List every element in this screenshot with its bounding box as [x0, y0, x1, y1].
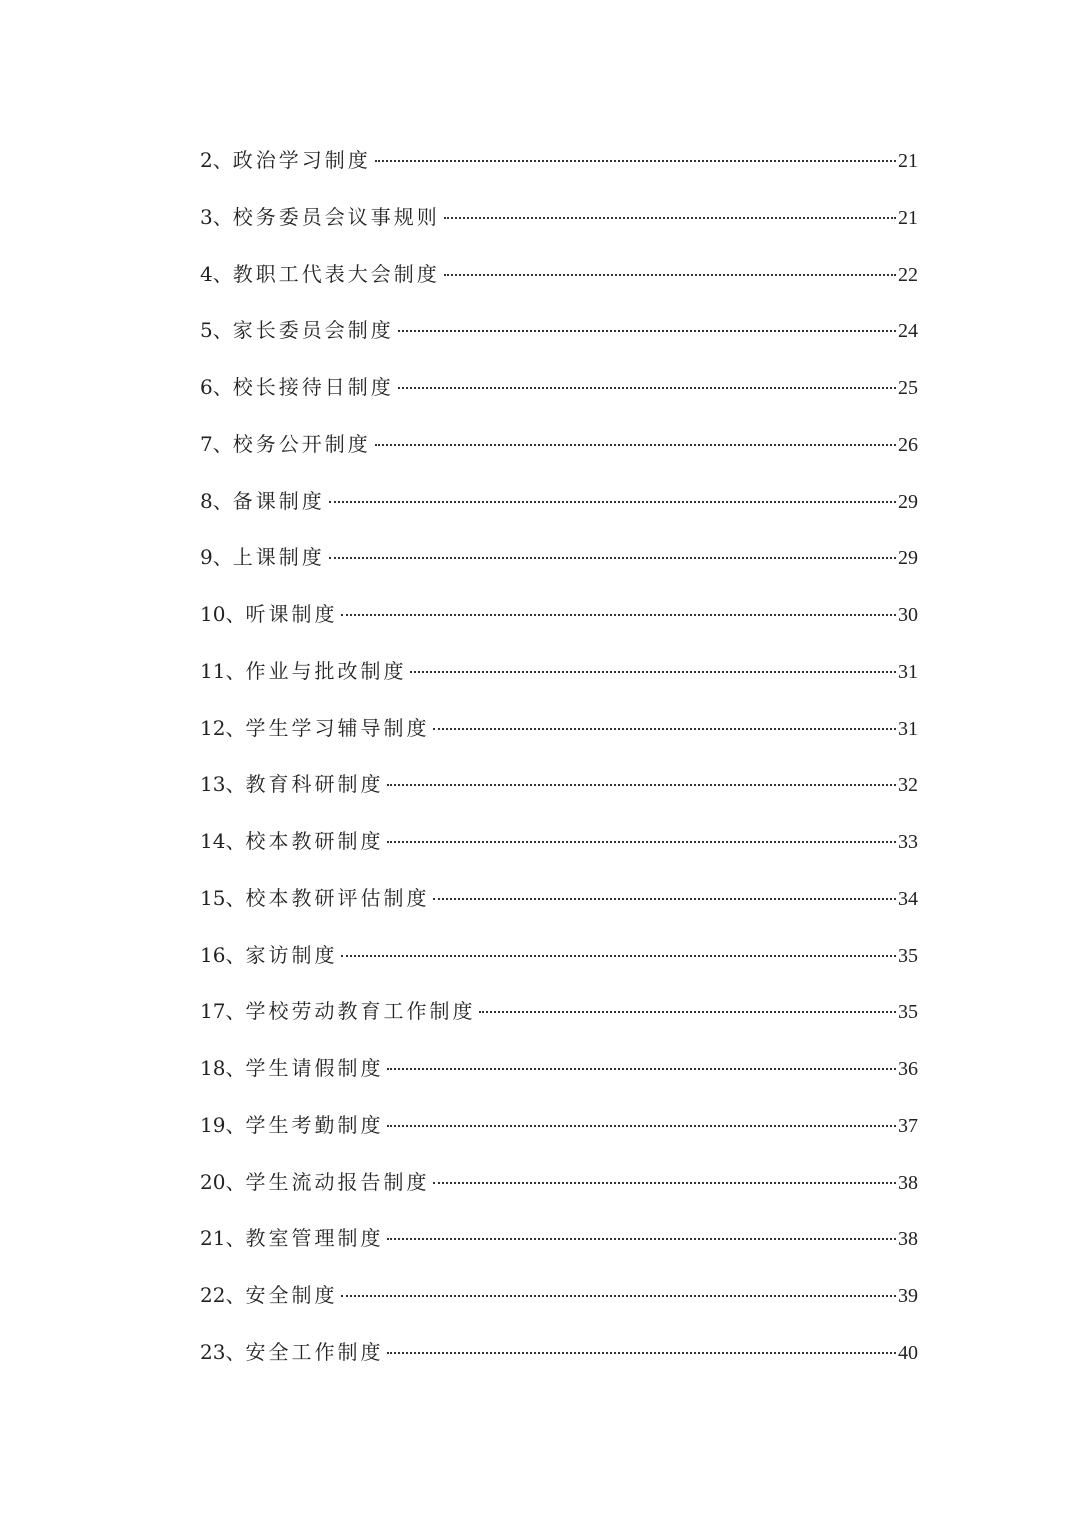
toc-entry-page: 24 — [898, 320, 918, 343]
toc-entry-number: 8、 — [200, 488, 233, 513]
toc-entry-number: 9、 — [200, 545, 233, 570]
toc-entry-number: 10、 — [200, 602, 246, 626]
toc-entry-number: 4、 — [200, 261, 233, 286]
toc-entry-title: 校本教研制度 — [245, 829, 384, 853]
toc-entry-page: 38 — [898, 1171, 918, 1194]
toc-entry[interactable] — [200, 1162, 918, 1219]
dot-leader — [387, 1351, 896, 1354]
toc-entry[interactable] — [200, 1105, 918, 1162]
toc-entry-page: 34 — [898, 887, 918, 910]
toc-entry[interactable] — [200, 594, 918, 651]
toc-entry-title: 学校劳动教育工作制度 — [245, 999, 476, 1024]
toc-entry-number: 3、 — [200, 204, 233, 229]
toc-entry-page: 22 — [898, 263, 918, 286]
dot-leader — [410, 670, 896, 673]
toc-entry[interactable] — [200, 310, 918, 367]
toc-entry-title: 学生学习辅导制度 — [245, 715, 430, 740]
toc-entry-title: 学生请假制度 — [245, 1056, 384, 1080]
dot-leader — [387, 783, 896, 786]
toc-entry-page: 35 — [898, 944, 918, 967]
toc-entry[interactable] — [200, 935, 918, 992]
toc-entry-title: 安全工作制度 — [245, 1339, 384, 1364]
toc-entry-number: 18、 — [200, 1056, 246, 1080]
toc-entry[interactable] — [200, 424, 918, 481]
toc-entry-title: 校本教研评估制度 — [245, 885, 430, 910]
toc-entry-page: 31 — [898, 717, 918, 740]
dot-leader — [398, 329, 896, 332]
toc-entry[interactable] — [200, 140, 918, 197]
toc-entry[interactable] — [200, 708, 918, 765]
toc-entry[interactable] — [200, 1275, 918, 1332]
dot-leader — [375, 443, 896, 446]
toc-entry-title: 教室管理制度 — [245, 1226, 384, 1251]
toc-entry[interactable] — [200, 1332, 918, 1389]
toc-entry-title: 安全制度 — [245, 1283, 338, 1307]
toc-entry-page: 26 — [898, 433, 918, 456]
toc-entry-number: 14、 — [200, 829, 246, 853]
dot-leader — [387, 840, 896, 843]
toc-entry-page: 35 — [898, 1001, 918, 1024]
toc-entry-title: 家长委员会制度 — [232, 318, 394, 343]
dot-leader — [341, 613, 896, 616]
toc-entry-page: 29 — [898, 547, 918, 570]
dot-leader — [341, 1294, 896, 1297]
toc-entry-page: 30 — [898, 604, 918, 626]
toc-entry-title: 学生考勤制度 — [245, 1112, 384, 1137]
toc-entry-page: 21 — [898, 150, 918, 172]
toc-entry[interactable] — [200, 367, 918, 424]
toc-entry[interactable] — [200, 991, 918, 1048]
toc-entry[interactable] — [200, 878, 918, 935]
dot-leader — [387, 1237, 896, 1240]
toc-entry-number: 13、 — [200, 772, 246, 797]
toc-entry-page: 36 — [898, 1058, 918, 1080]
dot-leader — [433, 727, 896, 730]
toc-entry-number: 6、 — [200, 375, 233, 399]
toc-entry[interactable] — [200, 651, 918, 708]
dot-leader — [444, 273, 896, 276]
toc-entry-title: 政治学习制度 — [232, 148, 371, 172]
toc-entry-number: 5、 — [200, 318, 233, 343]
toc-entry-title: 教职工代表大会制度 — [232, 261, 440, 286]
toc-entry-number: 23、 — [200, 1339, 246, 1364]
dot-leader — [387, 1124, 896, 1127]
toc-entry-number: 21、 — [200, 1226, 246, 1251]
toc-entry-page: 32 — [898, 774, 918, 797]
dot-leader — [433, 1181, 896, 1184]
dot-leader — [398, 386, 896, 389]
toc-entry-number: 16、 — [200, 942, 246, 967]
toc-entry-page: 21 — [898, 206, 918, 229]
toc-entry-page: 29 — [898, 490, 918, 513]
toc-entry-page: 38 — [898, 1228, 918, 1251]
toc-entry-title: 教育科研制度 — [245, 772, 384, 797]
toc-entry-page: 25 — [898, 377, 918, 399]
toc-entry-number: 20、 — [200, 1169, 246, 1194]
toc-entry-title: 备课制度 — [232, 488, 325, 513]
dot-leader — [433, 897, 896, 900]
toc-entry-page: 40 — [898, 1341, 918, 1364]
toc-entry[interactable] — [200, 481, 918, 538]
toc-entry-number: 11、 — [200, 658, 246, 683]
toc-entry-page: 37 — [898, 1114, 918, 1137]
toc-entry-title: 校务委员会议事规则 — [232, 204, 440, 229]
toc-entry[interactable] — [200, 821, 918, 878]
dot-leader — [387, 1067, 896, 1070]
table-of-contents — [200, 140, 918, 1389]
toc-entry[interactable] — [200, 764, 918, 821]
toc-entry-number: 19、 — [200, 1112, 246, 1137]
toc-entry-title: 听课制度 — [245, 602, 338, 626]
toc-entry[interactable] — [200, 537, 918, 594]
toc-entry-title: 上课制度 — [232, 545, 325, 570]
toc-entry-title: 学生流动报告制度 — [245, 1169, 430, 1194]
dot-leader — [479, 1010, 896, 1013]
toc-entry-number: 17、 — [200, 999, 246, 1024]
toc-entry-title: 校长接待日制度 — [232, 375, 394, 399]
toc-entry-number: 15、 — [200, 885, 246, 910]
toc-entry-page: 31 — [898, 660, 918, 683]
toc-entry-number: 2、 — [200, 148, 233, 172]
toc-entry[interactable] — [200, 197, 918, 254]
toc-entry[interactable] — [200, 254, 918, 311]
toc-entry-title: 家访制度 — [245, 942, 338, 967]
dot-leader — [329, 556, 896, 559]
toc-entry-page: 33 — [898, 831, 918, 853]
dot-leader — [329, 500, 896, 503]
dot-leader — [375, 159, 896, 162]
toc-entry-title: 作业与批改制度 — [245, 658, 407, 683]
toc-entry-title: 校务公开制度 — [232, 431, 371, 456]
toc-entry[interactable] — [200, 1218, 918, 1275]
dot-leader — [341, 954, 896, 957]
toc-entry-number: 22、 — [200, 1283, 246, 1307]
toc-entry[interactable] — [200, 1048, 918, 1105]
toc-entry-page: 39 — [898, 1285, 918, 1307]
toc-entry-number: 12、 — [200, 715, 246, 740]
dot-leader — [444, 216, 896, 219]
toc-entry-number: 7、 — [200, 431, 233, 456]
